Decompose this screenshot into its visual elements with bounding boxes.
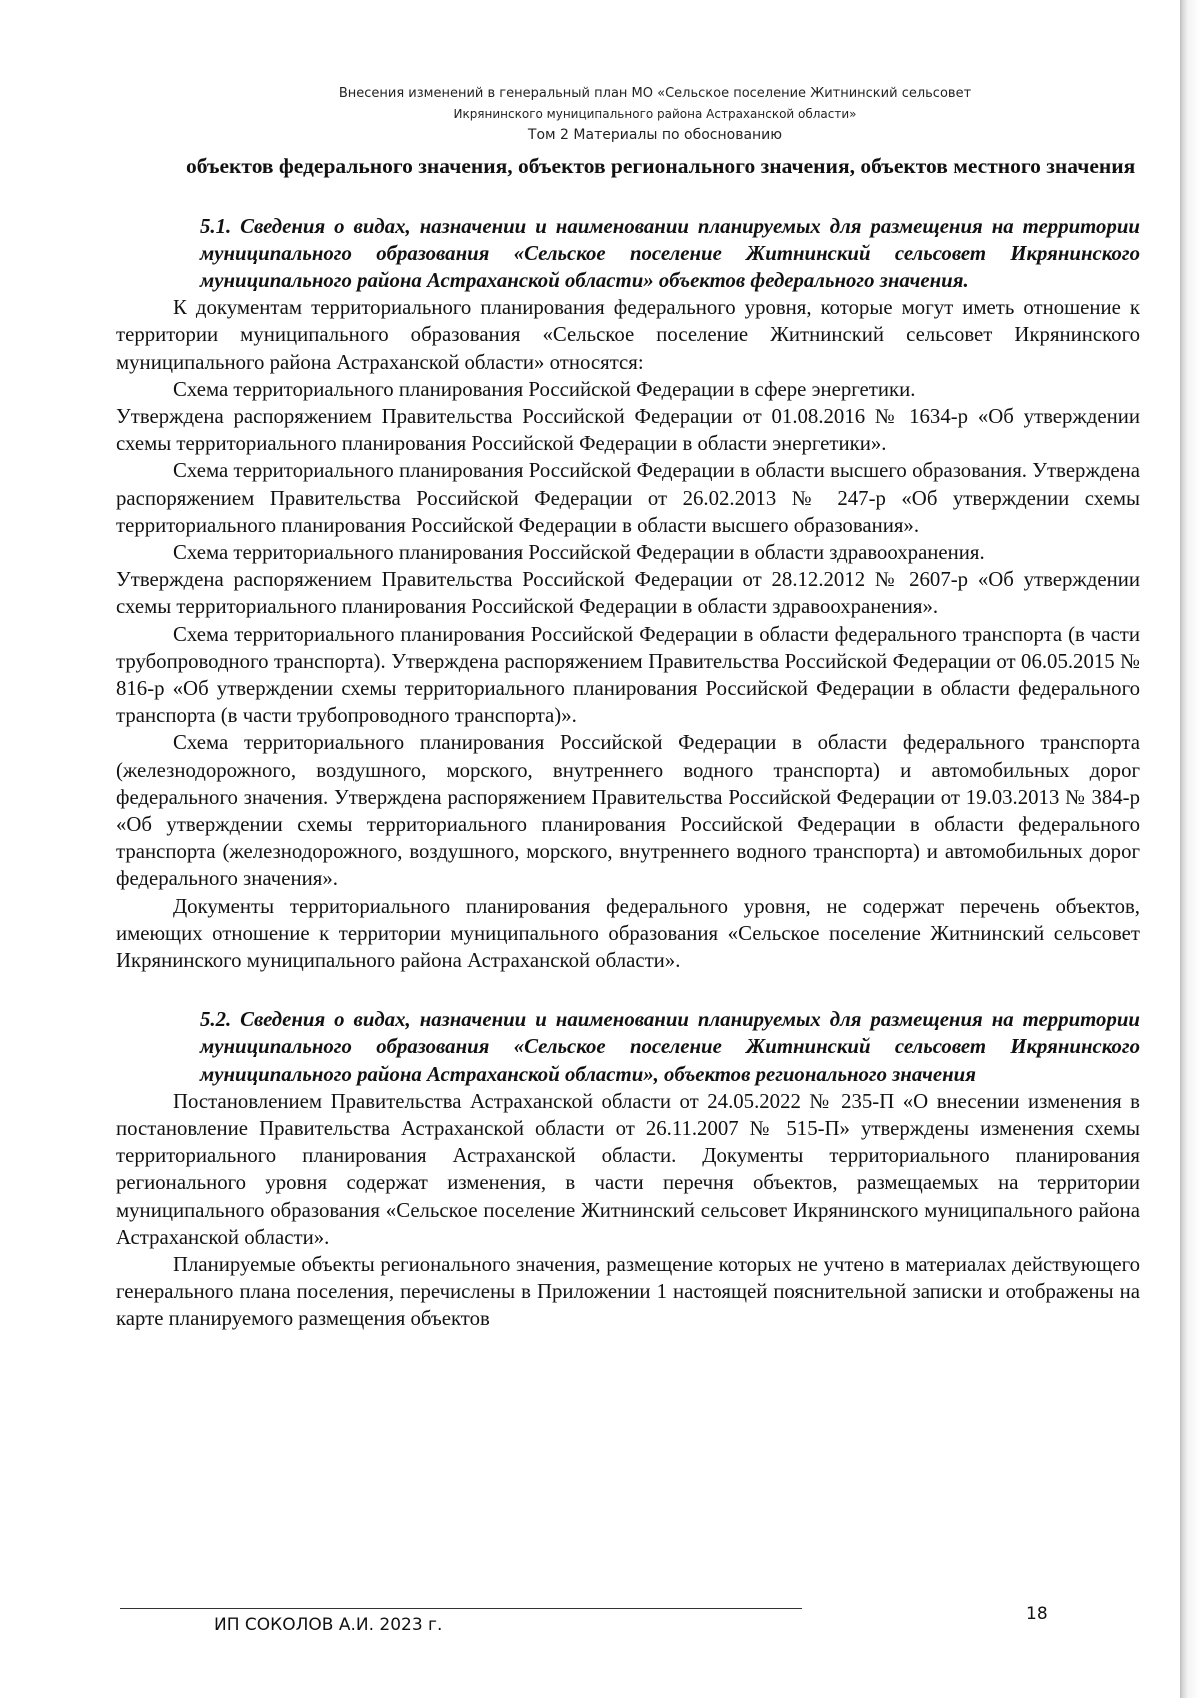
paragraph: К документам территориального планирования федерального уровня, которые могут иметь отношение к территории муниципального образования «Сельское поселение Житнинский сельсовет Икрянинского муниципального района Астраханской области» относятся:	[116, 296, 1140, 374]
header-line-3: Том 2 Материалы по обоснованию	[527, 127, 783, 143]
paragraph: Документы территориального планирования федерального уровня, не содержат перечень объектов, имеющих отношение к территории муниципального образования «Сельское поселение Житнинский сельсовет Икрянинского муниципального района Астраханской области».	[116, 894, 1140, 972]
section-5-2-heading: 5.2. Сведения о видах, назначении и наименовании планируемых для размещения на территории муниципального образования «Сельское поселение Житнинский сельсовет Икрянинского муниципального района Астраханской области», объектов регионального значения	[200, 1008, 1140, 1086]
paragraph: Схема территориального планирования Российской Федерации в области федерального транспорта (в части трубопроводного транспорта). Утверждена распоряжением Правительства Российской Федерации от 06.05.2015 № 816-р «Об утверждении схемы территориального планирования Российской Федерации в области федерального транспорта (в части трубопроводного транспорта)».	[116, 622, 1140, 728]
paragraph: Схема территориального планирования Российской Федерации в сфере энергетики.	[173, 377, 916, 401]
header-line-1: Внесения изменений в генеральный план МО «Сельское поселение Житнинский сельсовет	[338, 86, 972, 101]
footer-author: ИП СОКОЛОВ А.И. 2023 г.	[214, 1615, 443, 1635]
paragraph: Утверждена распоряжением Правительства Российской Федерации от 28.12.2012 № 2607-р «Об утверждении схемы территориального планирования Российской Федерации в области здравоохранения».	[116, 568, 1140, 619]
page-edge-shadow	[1180, 0, 1200, 1698]
paragraph: Схема территориального планирования Российской Федерации в области здравоохранения.	[173, 540, 985, 564]
paragraph: Постановлением Правительства Астраханской области от 24.05.2022 № 235-П «О внесении изменения в постановление Правительства Астраханской области от 26.11.2007 № 515-П» утверждены изменения схемы территориального планирования Астраханской области. Документы территориального планирования регионального уровня содержат изменения, в части перечня объектов, размещаемых на территории муниципального образования «Сельское поселение Житнинский сельсовет Икрянинского муниципального района Астраханской области».	[116, 1089, 1140, 1249]
running-header	[0, 84, 1200, 146]
document-body	[116, 153, 1140, 1333]
paragraph: Планируемые объекты регионального значения, размещение которых не учтено в материалах действующего генерального плана поселения, перечислены в Приложении 1 настоящей пояснительной записки и отображены на карте планируемого размещения объектов	[116, 1253, 1140, 1331]
continued-heading: объектов федерального значения, объектов регионального значения, объектов местного значения	[186, 154, 1136, 178]
paragraph: Схема территориального планирования Российской Федерации в области федерального транспорта (железнодорожного, воздушного, морского, внутреннего водного транспорта) и автомобильных дорог федерального значения. Утверждена распоряжением Правительства Российской Федерации от 19.03.2013 № 384-р «Об утверждении схемы территориального планирования Российской Федерации в области федерального транспорта (железнодорожного, воздушного, морского, внутреннего водного транспорта) и автомобильных дорог федерального значения».	[116, 731, 1140, 891]
paragraph: Утверждена распоряжением Правительства Российской Федерации от 01.08.2016 № 1634-р «Об утверждении схемы территориального планирования Российской Федерации в области энергетики».	[116, 404, 1140, 456]
header-line-2: Икрянинского муниципального района Астраханской области»	[453, 107, 857, 121]
paragraph: Схема территориального планирования Российской Федерации в области высшего образования. Утверждена распоряжением Правительства Российской Федерации от 26.02.2013 № 247-р «Об утверждении схемы территориального планирования Российской Федерации в области высшего образования».	[116, 459, 1140, 537]
footer-divider	[120, 1608, 802, 1609]
section-5-1-heading: 5.1. Сведения о видах, назначении и наименовании планируемых для размещения на территории муниципального образования «Сельское поселение Житнинский сельсовет Икрянинского муниципального района Астраханской области» объектов федерального значения.	[200, 214, 1140, 292]
page-number: 18	[1026, 1604, 1048, 1624]
